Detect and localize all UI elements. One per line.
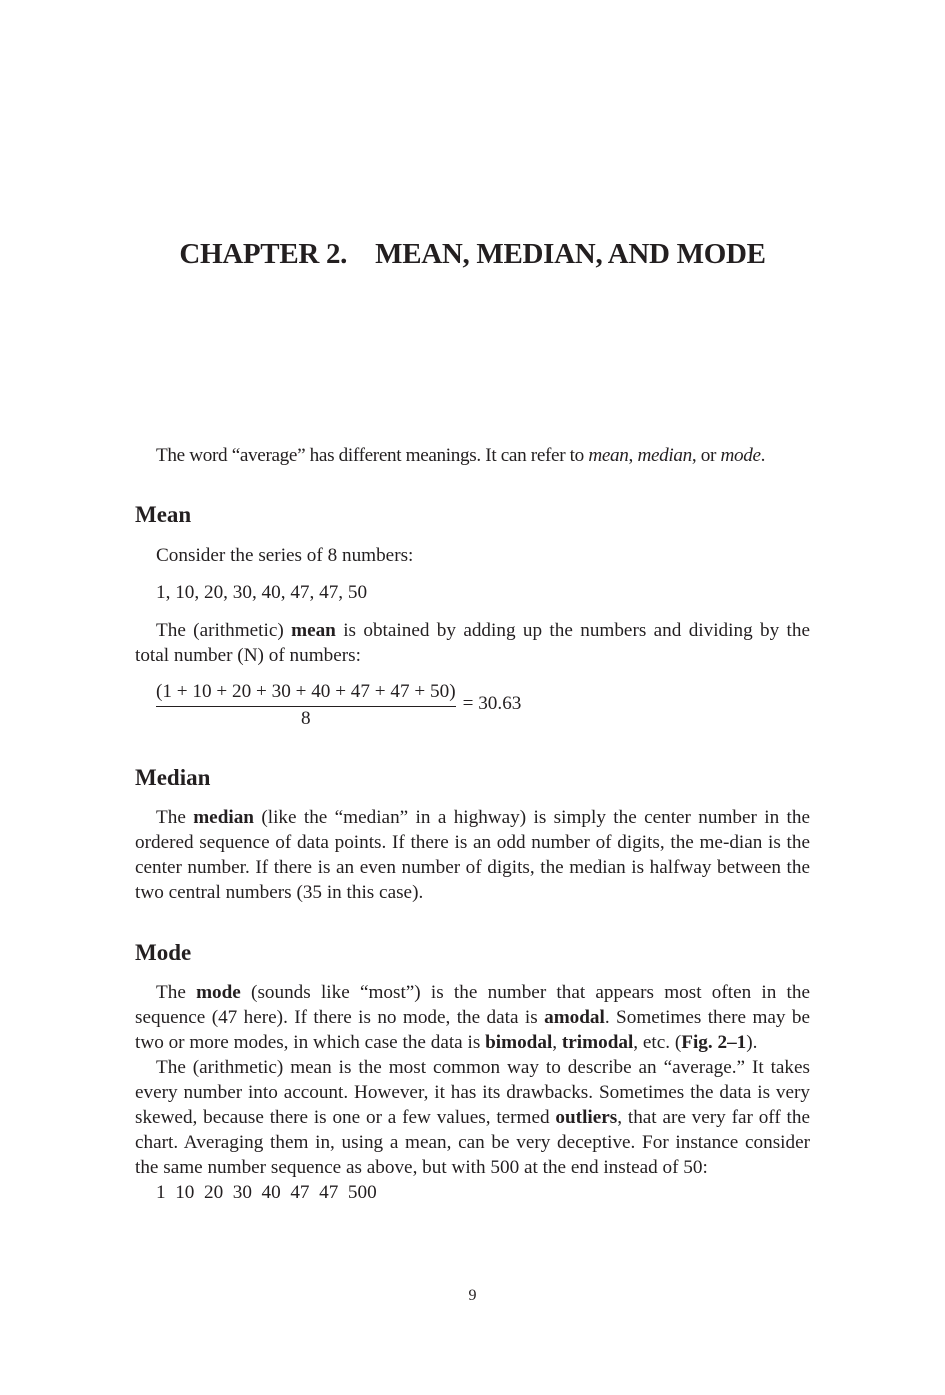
chapter-name: MEAN, MEDIAN, AND MODE: [375, 238, 766, 270]
formula-result: = 30.63: [462, 692, 522, 714]
formula-denominator: 8: [301, 708, 311, 729]
term-bimodal: bimodal: [485, 1032, 553, 1053]
outlier-series: 1 10 20 30 40 47 47 500: [156, 1182, 377, 1203]
formula-numerator: (1 + 10 + 20 + 30 + 40 + 47 + 47 + 50): [156, 680, 456, 707]
term-outliers: outliers: [555, 1107, 618, 1128]
intro-paragraph: The word “average” has different meanings. It can refer to mean, median, or mode.: [156, 445, 766, 466]
heading-median: Median: [135, 765, 211, 790]
term-mean-bold: mean: [291, 620, 336, 641]
heading-mean: Mean: [135, 502, 192, 527]
term-amodal: amodal: [544, 1007, 605, 1028]
chapter-title: [0, 238, 945, 271]
chapter-number: CHAPTER 2.: [179, 238, 348, 270]
term-mode: mode: [720, 445, 761, 466]
term-mode-bold: mode: [196, 982, 241, 1003]
page-number: 9: [468, 1287, 477, 1304]
mean-formula: [156, 680, 521, 731]
heading-mode: Mode: [135, 940, 192, 965]
term-median-bold: median: [193, 807, 254, 828]
term-trimodal: trimodal: [561, 1032, 634, 1053]
mean-paragraph-1: Consider the series of 8 numbers:: [156, 545, 414, 566]
mode-paragraph-1: The mode (sounds like “most”) is the number that appears most often in the sequence (47 here). If there is no mode, the data is amodal. Sometimes there may be two or more modes, in which case the data is bimodal, trimodal, etc. (Fig. 2–1). The (arithmetic) mean is the most common way to describe an “average.” It takes every number into account. However, it has its drawbacks. Sometimes the data is very skewed, because there is one or a few values, termed outliers, that are very far off the chart. Averaging them in, using a mean, can be very deceptive. For instance consider the same number sequence as above, but with 500 at the end instead of 50: 1 10 20 30 40 47 47 500: [135, 982, 810, 1203]
figure-reference: Fig. 2–1: [681, 1032, 747, 1053]
term-median: median: [637, 445, 692, 466]
median-paragraph: The median (like the “median” in a highway) is simply the center number in the ordered sequence of data points. If there is an odd number of digits, the me-dian is the center number. If there is an even number of digits, the median is halfway between the two central numbers (35 in this case).: [135, 807, 810, 903]
mean-paragraph-2: The (arithmetic) mean is obtained by adding up the numbers and dividing by the total number (N) of numbers:: [135, 620, 810, 666]
mean-series: 1, 10, 20, 30, 40, 47, 47, 50: [156, 582, 368, 603]
term-mean: mean: [588, 445, 629, 466]
